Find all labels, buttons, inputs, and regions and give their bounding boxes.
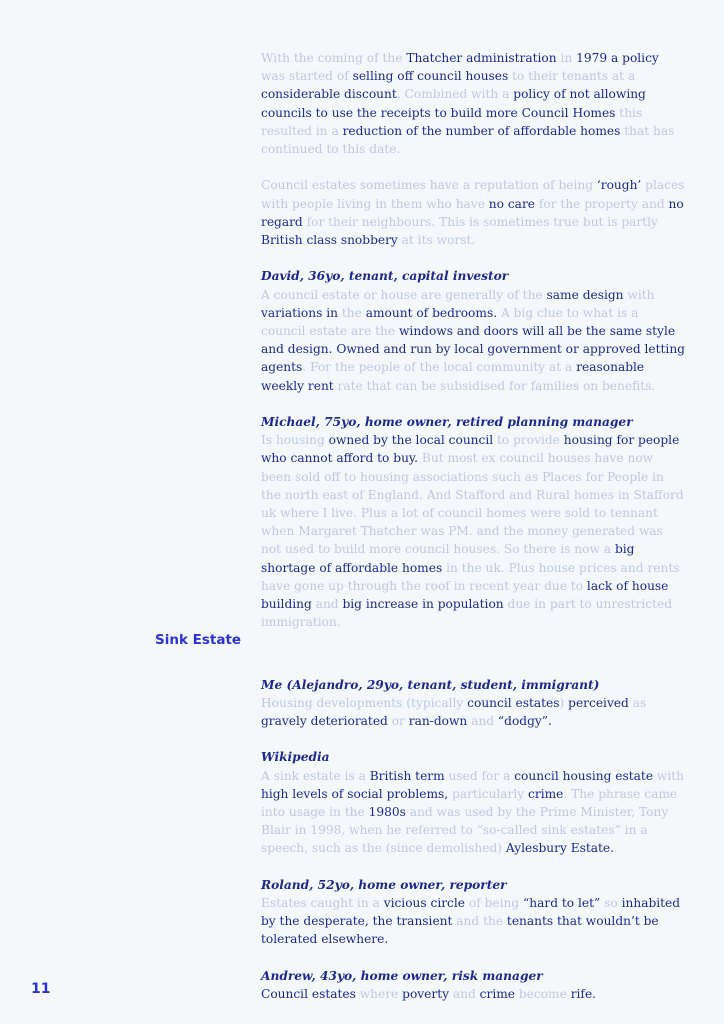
body-text: . For the people of the local community at a xyxy=(302,360,577,375)
body-text: ) xyxy=(559,695,569,710)
highlighted-phrase: windows and doors will all be the same style and design. Owned and run by local government or approved letting agents xyxy=(261,324,685,375)
body-text: Council estates sometimes have a reputation of being xyxy=(261,178,597,193)
highlighted-phrase: Aylesbury Estate. xyxy=(505,841,614,856)
body-text: or xyxy=(387,714,409,729)
body-text: A sink estate is a xyxy=(261,768,370,783)
body-text: this resulted in a xyxy=(261,105,643,138)
highlighted-phrase: “dodgy”. xyxy=(497,714,552,729)
paragraph xyxy=(261,967,686,1003)
body-text: at its worst. xyxy=(397,233,476,248)
quote-attribution: Roland, 52yo, home owner, reporter xyxy=(261,877,507,892)
paragraph xyxy=(261,413,686,631)
highlighted-phrase: Thatcher administration xyxy=(406,51,557,65)
body-text: of being xyxy=(465,896,524,911)
quote-attribution: Andrew, 43yo, home owner, risk manager xyxy=(261,968,543,983)
body-text: But most ex council houses have now been sold off to housing associations such as Places for People in the north east of England. And Stafford and Rural homes in Stafford uk where I live. Plus a lot of council homes were sold to tennant when Margaret Thatcher was PM. and the money generated was not used to build more council houses. So there is now a xyxy=(261,451,684,557)
paragraph xyxy=(261,876,686,949)
highlighted-phrase: Council estates xyxy=(261,987,356,1002)
body-text: Is housing xyxy=(261,433,329,448)
highlighted-phrase: council housing estate xyxy=(514,768,654,783)
body-text: A big clue to what is a council estate are the xyxy=(261,305,639,339)
highlighted-phrase: housing for people who cannot afford to buy. xyxy=(261,433,680,466)
highlighted-phrase: big increase in population xyxy=(342,597,504,612)
section-spacer xyxy=(261,650,686,676)
body-text: so xyxy=(600,896,622,911)
highlighted-phrase: gravely deteriorated xyxy=(261,714,388,729)
body-text: With the coming of the xyxy=(261,51,407,65)
body-text: for the property and xyxy=(535,196,669,211)
highlighted-phrase: 1980s xyxy=(368,805,406,820)
quote-attribution: Me (Alejandro, 29yo, tenant, student, immigrant) xyxy=(261,677,600,692)
body-text: A council estate or house are generally of the xyxy=(261,287,547,302)
highlighted-phrase: policy of not allowing councils to use the receipts to build more Council Homes xyxy=(261,87,646,120)
page-number: 11 xyxy=(31,981,51,997)
body-text: in the uk. Plus house prices and rents have gone up through the roof in recent year due to xyxy=(261,560,680,593)
body-text: and xyxy=(467,714,498,729)
body-text: and the xyxy=(452,914,507,929)
body-text: particularly xyxy=(448,786,529,801)
paragraph xyxy=(261,49,686,158)
paragraph xyxy=(261,267,686,394)
highlighted-phrase: rife. xyxy=(570,987,597,1002)
highlighted-phrase: inhabited by the desperate, the transient xyxy=(261,896,681,929)
highlighted-phrase: owned by the local council xyxy=(328,433,494,448)
highlighted-phrase: ‘rough’ xyxy=(596,178,642,193)
paragraph xyxy=(261,676,686,731)
body-text: as xyxy=(628,695,647,710)
quote-attribution: David, 36yo, tenant, capital investor xyxy=(261,269,509,284)
highlighted-phrase: reduction of the number of affordable homes xyxy=(342,123,621,138)
body-text: was started of xyxy=(261,69,353,84)
highlighted-phrase: British term xyxy=(369,768,445,783)
highlighted-phrase: lack of house building xyxy=(261,578,669,612)
highlighted-phrase: tenants that wouldn’t be tolerated elsewhere. xyxy=(261,914,659,947)
highlighted-phrase: same design xyxy=(546,287,624,302)
body-text: the xyxy=(338,305,366,320)
highlighted-phrase: big shortage of affordable homes xyxy=(261,542,635,575)
highlighted-phrase: considerable discount xyxy=(261,87,397,102)
body-text: and xyxy=(449,987,480,1002)
highlighted-phrase: no regard xyxy=(261,196,684,229)
highlighted-phrase: perceived xyxy=(568,695,629,710)
highlighted-phrase: “hard to let” xyxy=(523,896,601,911)
highlighted-phrase: high levels of social problems, xyxy=(261,786,449,801)
body-text: where xyxy=(355,987,403,1002)
body-text: . The phrase came into usage in the xyxy=(261,786,678,820)
highlighted-phrase: amount of bedrooms. xyxy=(365,305,498,320)
paragraph xyxy=(261,748,686,857)
body-text: Housing developments (typically xyxy=(261,695,468,710)
body-text: to their tenants at a xyxy=(508,69,636,84)
body-text: . Combined with a xyxy=(396,87,514,102)
body-text: in xyxy=(556,51,577,65)
body-text: and was used by the Prime Minister, Tony Blair in 1998, when he referred to “so-called sink estates” in a speech, such as the (since demolished) xyxy=(261,805,669,856)
highlighted-phrase: no care xyxy=(488,196,535,211)
body-text: for their neighbours. This is sometimes true but is partly xyxy=(302,214,658,229)
highlighted-phrase: British class snobbery xyxy=(261,233,398,248)
highlighted-phrase: poverty xyxy=(402,987,449,1002)
body-text: with xyxy=(623,287,655,302)
body-text: to provide xyxy=(493,433,564,448)
body-text: that has continued to this date. xyxy=(261,123,675,157)
quote-attribution: Wikipedia xyxy=(261,750,330,765)
body-text: rate that can be subsidised for families on benefits. xyxy=(333,378,656,393)
highlighted-phrase: selling off council houses xyxy=(352,69,509,84)
section-label-sink-estate: Sink Estate xyxy=(155,632,242,648)
highlighted-phrase: ran-down xyxy=(408,714,468,729)
highlighted-phrase: reasonable weekly rent xyxy=(261,360,645,393)
body-text: used for a xyxy=(444,768,515,783)
text-column xyxy=(261,49,686,1003)
body-text: and xyxy=(311,597,343,612)
highlighted-phrase: 1979 a policy xyxy=(576,51,659,65)
body-text: with xyxy=(653,768,684,783)
body-text: become xyxy=(515,987,571,1002)
body-text: places with people living in them who have xyxy=(261,178,685,211)
highlighted-phrase: vicious circle xyxy=(383,896,465,911)
quote-attribution: Michael, 75yo, home owner, retired planning manager xyxy=(261,415,633,430)
body-text: Estates caught in a xyxy=(261,896,384,911)
highlighted-phrase: variations in xyxy=(261,305,338,320)
paragraph xyxy=(261,176,686,249)
highlighted-phrase: crime xyxy=(528,786,564,801)
highlighted-phrase: crime xyxy=(479,987,515,1002)
body-text: due in part to unrestricted immigration. xyxy=(261,597,672,630)
highlighted-phrase: council estates xyxy=(467,695,560,710)
